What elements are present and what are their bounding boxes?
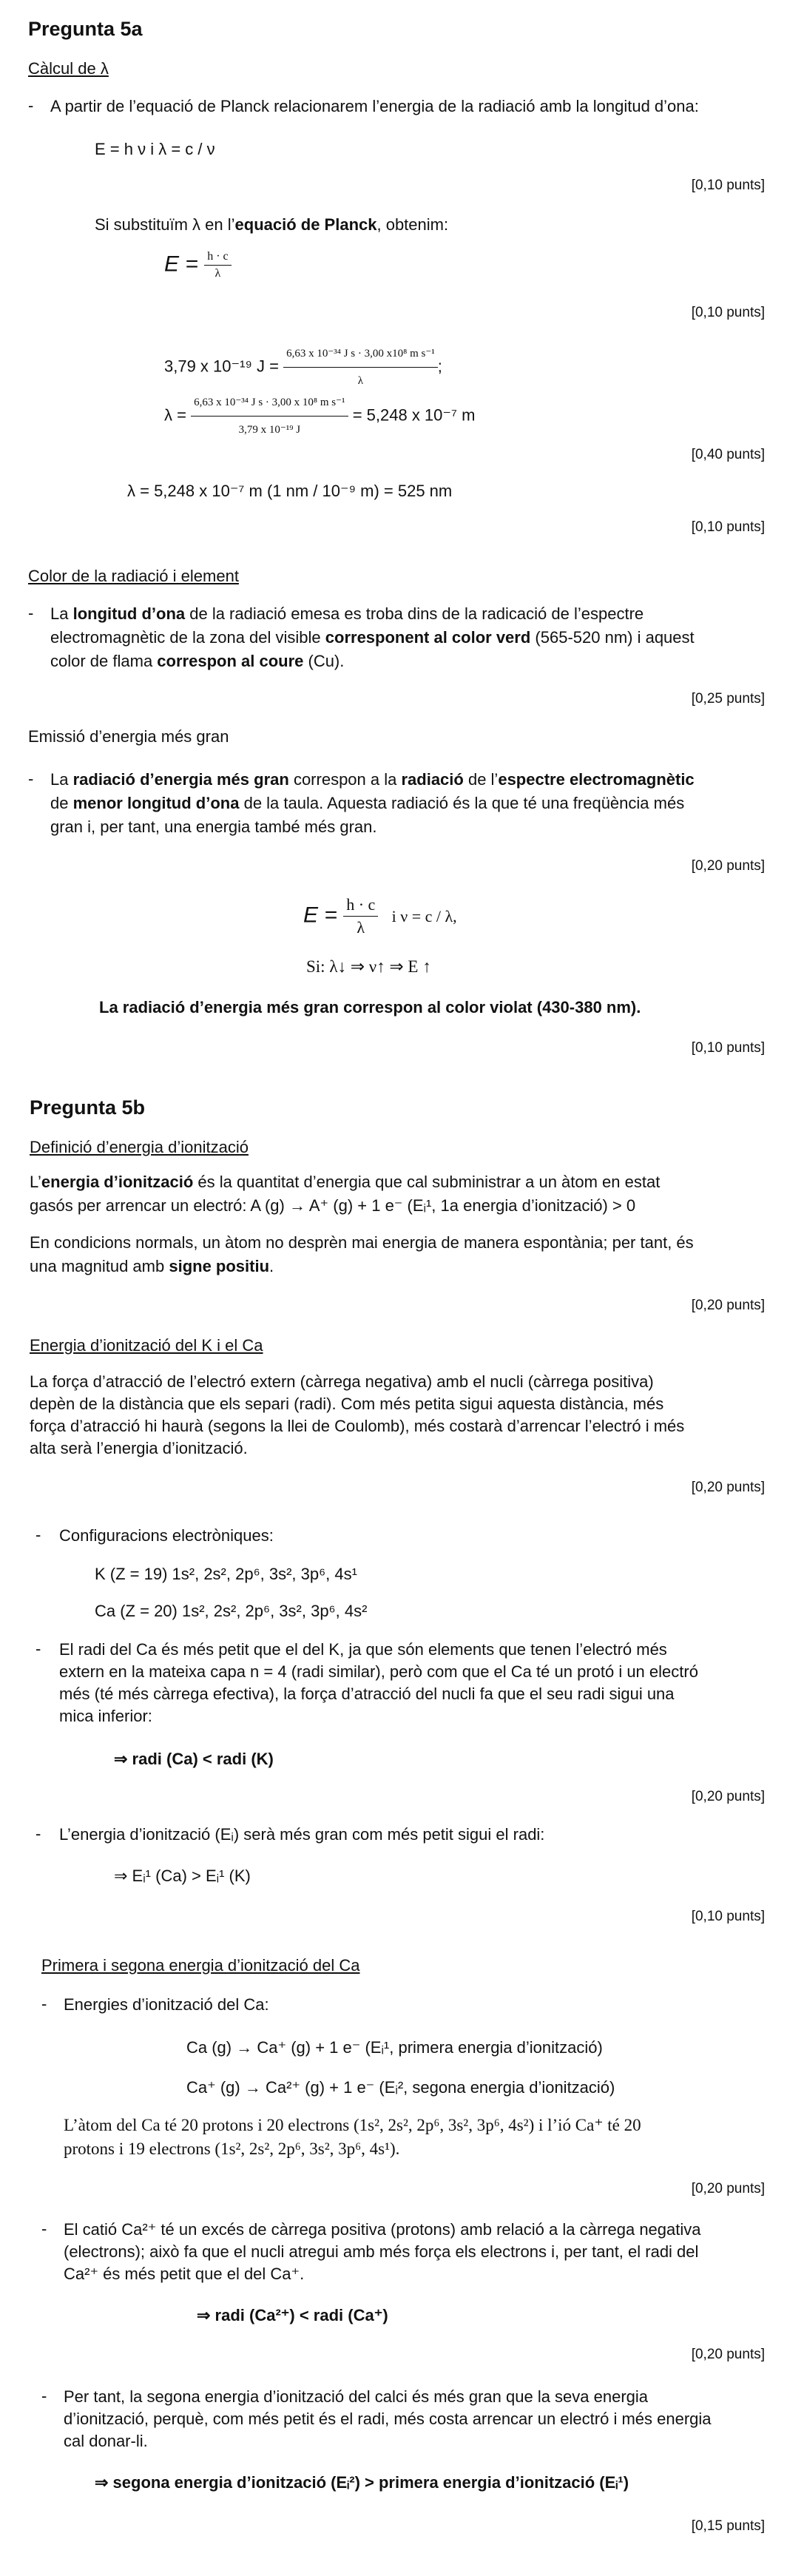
radius-line2: extern en la mateixa capa n = 4 (radi similar), però com que el Ca té un protó i un electró xyxy=(59,1662,698,1681)
configuration-k: K (Z = 19) 1s², 2s², 2p⁶, 3s², 3p⁶, 4s¹ xyxy=(95,1565,357,1583)
ca-electrons-line1: L’àtom del Ca té 20 protons i 20 electrons (1s², 2s², 2p⁶, 3s², 3p⁶, 4s²) i l’ió Ca⁺ té 20 xyxy=(64,2116,641,2134)
q5a-title: Pregunta 5a xyxy=(28,18,143,40)
bullet: - xyxy=(41,2219,47,2238)
points-label: [0,15 punts] xyxy=(691,2518,765,2534)
ionization-energy-conclusion: ⇒ Eᵢ¹ (Ca) > Eᵢ¹ (K) xyxy=(114,1867,251,1885)
final-line2: d’ionització, perquè, com més petit és el radi, més costa arrencar un electró i més energia xyxy=(64,2410,712,2428)
ca-energies-heading: Energies d’ionització del Ca: xyxy=(64,1995,269,2014)
ca-first-ionization: Ca (g) → Ca⁺ (g) + 1 e⁻ (Eᵢ¹, primera energia d’ionització) xyxy=(186,2038,603,2057)
bullet: - xyxy=(28,96,34,115)
bullet: - xyxy=(36,1824,41,1843)
color-text-line2: electromagnètic de la zona del visible corresponent al color verd (565-520 nm) i aquest xyxy=(50,628,695,647)
definition-line2: gasós per arrencar un electró: A (g) → A⁺ (g) + 1 e⁻ (Eᵢ¹, 1a energia d’ionització) > 0 xyxy=(30,1196,636,1215)
bullet: - xyxy=(41,1995,47,2013)
ca-electrons-line2: protons i 19 electrons (1s², 2s², 2p⁶, 3s², 3p⁶, 4s¹). xyxy=(64,2140,400,2158)
definition-line1: L’energia d’ionització és la quantitat d’energia que cal subministrar a un àtom en estat xyxy=(30,1173,661,1191)
configuration-ca: Ca (Z = 20) 1s², 2s², 2p⁶, 3s², 3p⁶, 4s² xyxy=(95,1602,368,1620)
color-text-line3: color de flama correspon al coure (Cu). xyxy=(50,652,345,670)
emission-text-line3: gran i, per tant, una energia també més gran. xyxy=(50,817,377,836)
bullet: - xyxy=(36,1525,41,1544)
points-label: [0,10 punts] xyxy=(691,519,765,535)
color-heading: Color de la radiació i element xyxy=(28,567,239,585)
points-label: [0,10 punts] xyxy=(691,1909,765,1924)
equation-planck: E = h ν i λ = c / ν xyxy=(95,140,215,158)
radius-line1: El radi del Ca és més petit que el del K, ja que són elements que tenen l’electró més xyxy=(59,1640,667,1659)
color-text-line1: La longitud d’ona de la radiació emesa es troba dins de la radicació de l’espectre xyxy=(50,604,644,623)
points-label: [0,20 punts] xyxy=(691,858,765,874)
cation-line2: (electrons); això fa que el nucli atregui amb més força els electrons i, per tant, el radi del xyxy=(64,2242,699,2261)
final-line3: cal donar-li. xyxy=(64,2432,148,2450)
final-conclusion: ⇒ segona energia d’ionització (Eᵢ²) > primera energia d’ionització (Eᵢ¹) xyxy=(95,2473,629,2492)
bullet: - xyxy=(36,1639,41,1658)
radius-conclusion: ⇒ radi (Ca) < radi (K) xyxy=(114,1750,274,1768)
ionization-heading: Energia d’ionització del K i el Ca xyxy=(30,1336,263,1355)
bullet: - xyxy=(41,2387,47,2405)
ionization-energy-line: L’energia d’ionització (Eᵢ) serà més gran com més petit sigui el radi: xyxy=(59,1825,545,1844)
ionization-line3: força d’atracció hi haurà (segons la llei de Coulomb), més costarà d’arrencar l’electró i més xyxy=(30,1417,685,1435)
equation-inference: Si: λ↓ ⇒ ν↑ ⇒ E ↑ xyxy=(306,957,431,976)
cation-conclusion: ⇒ radi (Ca²⁺) < radi (Ca⁺) xyxy=(197,2306,388,2324)
cation-line3: Ca²⁺ és més petit que el del Ca⁺. xyxy=(64,2265,305,2283)
points-label: [0,20 punts] xyxy=(691,1480,765,1495)
q5b-title: Pregunta 5b xyxy=(30,1096,146,1119)
points-label: [0,25 punts] xyxy=(691,691,765,707)
first-second-heading: Primera i segona energia d’ionització del Ca xyxy=(41,1956,360,1975)
ionization-line2: depèn de la distància que els separi (radi). Com més petita sigui aquesta distància, més xyxy=(30,1395,664,1413)
conclusion-violet: La radiació d’energia més gran correspon al color violat (430-380 nm). xyxy=(99,998,641,1016)
radius-line4: mica inferior: xyxy=(59,1707,152,1725)
intro-text: A partir de l’equació de Planck relacionarem l’energia de la radiació amb la longitud d’ona: xyxy=(50,97,699,115)
equation-energy-frequency: E = $\frac{h \cdot c}{\lambda}$ i ν = c / λ, xyxy=(303,895,457,937)
emission-heading: Emissió d’energia més gran xyxy=(28,727,229,746)
points-label: [0,20 punts] xyxy=(691,1298,765,1313)
definition-line4: una magnitud amb signe positiu. xyxy=(30,1257,274,1275)
points-label: [0,10 punts] xyxy=(691,1040,765,1056)
bullet: - xyxy=(28,769,34,788)
equation-energy-value: 3,79 x 10⁻¹⁹ J = $\frac{\text{6,63 x 10⁻³⁴ J s · 3,00 x10⁸ m s⁻¹}}{\lambda}$ ; xyxy=(164,342,442,393)
equation-lambda: λ = $\frac{\text{6,63 x 10⁻³⁴ J s · 3,00 x 10⁸ m s⁻¹}}{\text{3,79 x 10⁻¹⁹ J}}$ = 5,248 x 10⁻⁷ m xyxy=(164,391,475,442)
radius-line3: més (té més càrrega efectiva), la força d’atracció del nucli fa que el seu radi sigui una xyxy=(59,1685,675,1703)
definition-heading: Definició d’energia d’ionització xyxy=(30,1138,249,1156)
points-label: [0,40 punts] xyxy=(691,447,765,462)
calc-heading: Càlcul de λ xyxy=(28,59,109,78)
points-label: [0,10 punts] xyxy=(691,178,765,193)
emission-text-line1: La radiació d’energia més gran correspon a la radiació de l’espectre electromagnètic xyxy=(50,770,695,789)
equation-nm: λ = 5,248 x 10⁻⁷ m (1 nm / 10⁻⁹ m) = 525 nm xyxy=(127,482,453,500)
emission-text-line2: de menor longitud d’ona de la taula. Aquesta radiació és la que té una freqüència més xyxy=(50,794,685,812)
configurations-heading: Configuracions electròniques: xyxy=(59,1526,274,1545)
points-label: [0,20 punts] xyxy=(691,2181,765,2196)
ionization-line1: La força d’atracció de l’electró extern (càrrega negativa) amb el nucli (càrrega positiva) xyxy=(30,1372,654,1391)
cation-line1: El catió Ca²⁺ té un excés de càrrega positiva (protons) amb relació a la càrrega negativa xyxy=(64,2220,701,2239)
points-label: [0,20 punts] xyxy=(691,2347,765,2362)
points-label: [0,10 punts] xyxy=(691,305,765,320)
substitution-text: Si substituïm λ en l’equació de Planck, obtenim: xyxy=(95,215,449,234)
definition-line3: En condicions normals, un àtom no desprèn mai energia de manera espontània; per tant, és xyxy=(30,1233,694,1252)
points-label: [0,20 punts] xyxy=(691,1789,765,1804)
equation-planck-wavelength: E = $\frac{h \cdot c}{\lambda}$ xyxy=(164,250,232,280)
ca-second-ionization: Ca⁺ (g) → Ca²⁺ (g) + 1 e⁻ (Eᵢ², segona energia d’ionització) xyxy=(186,2078,615,2097)
bullet: - xyxy=(28,604,34,622)
final-line1: Per tant, la segona energia d’ionització del calci és més gran que la seva energia xyxy=(64,2387,649,2406)
ionization-line4: alta serà l’energia d’ionització. xyxy=(30,1439,248,1457)
